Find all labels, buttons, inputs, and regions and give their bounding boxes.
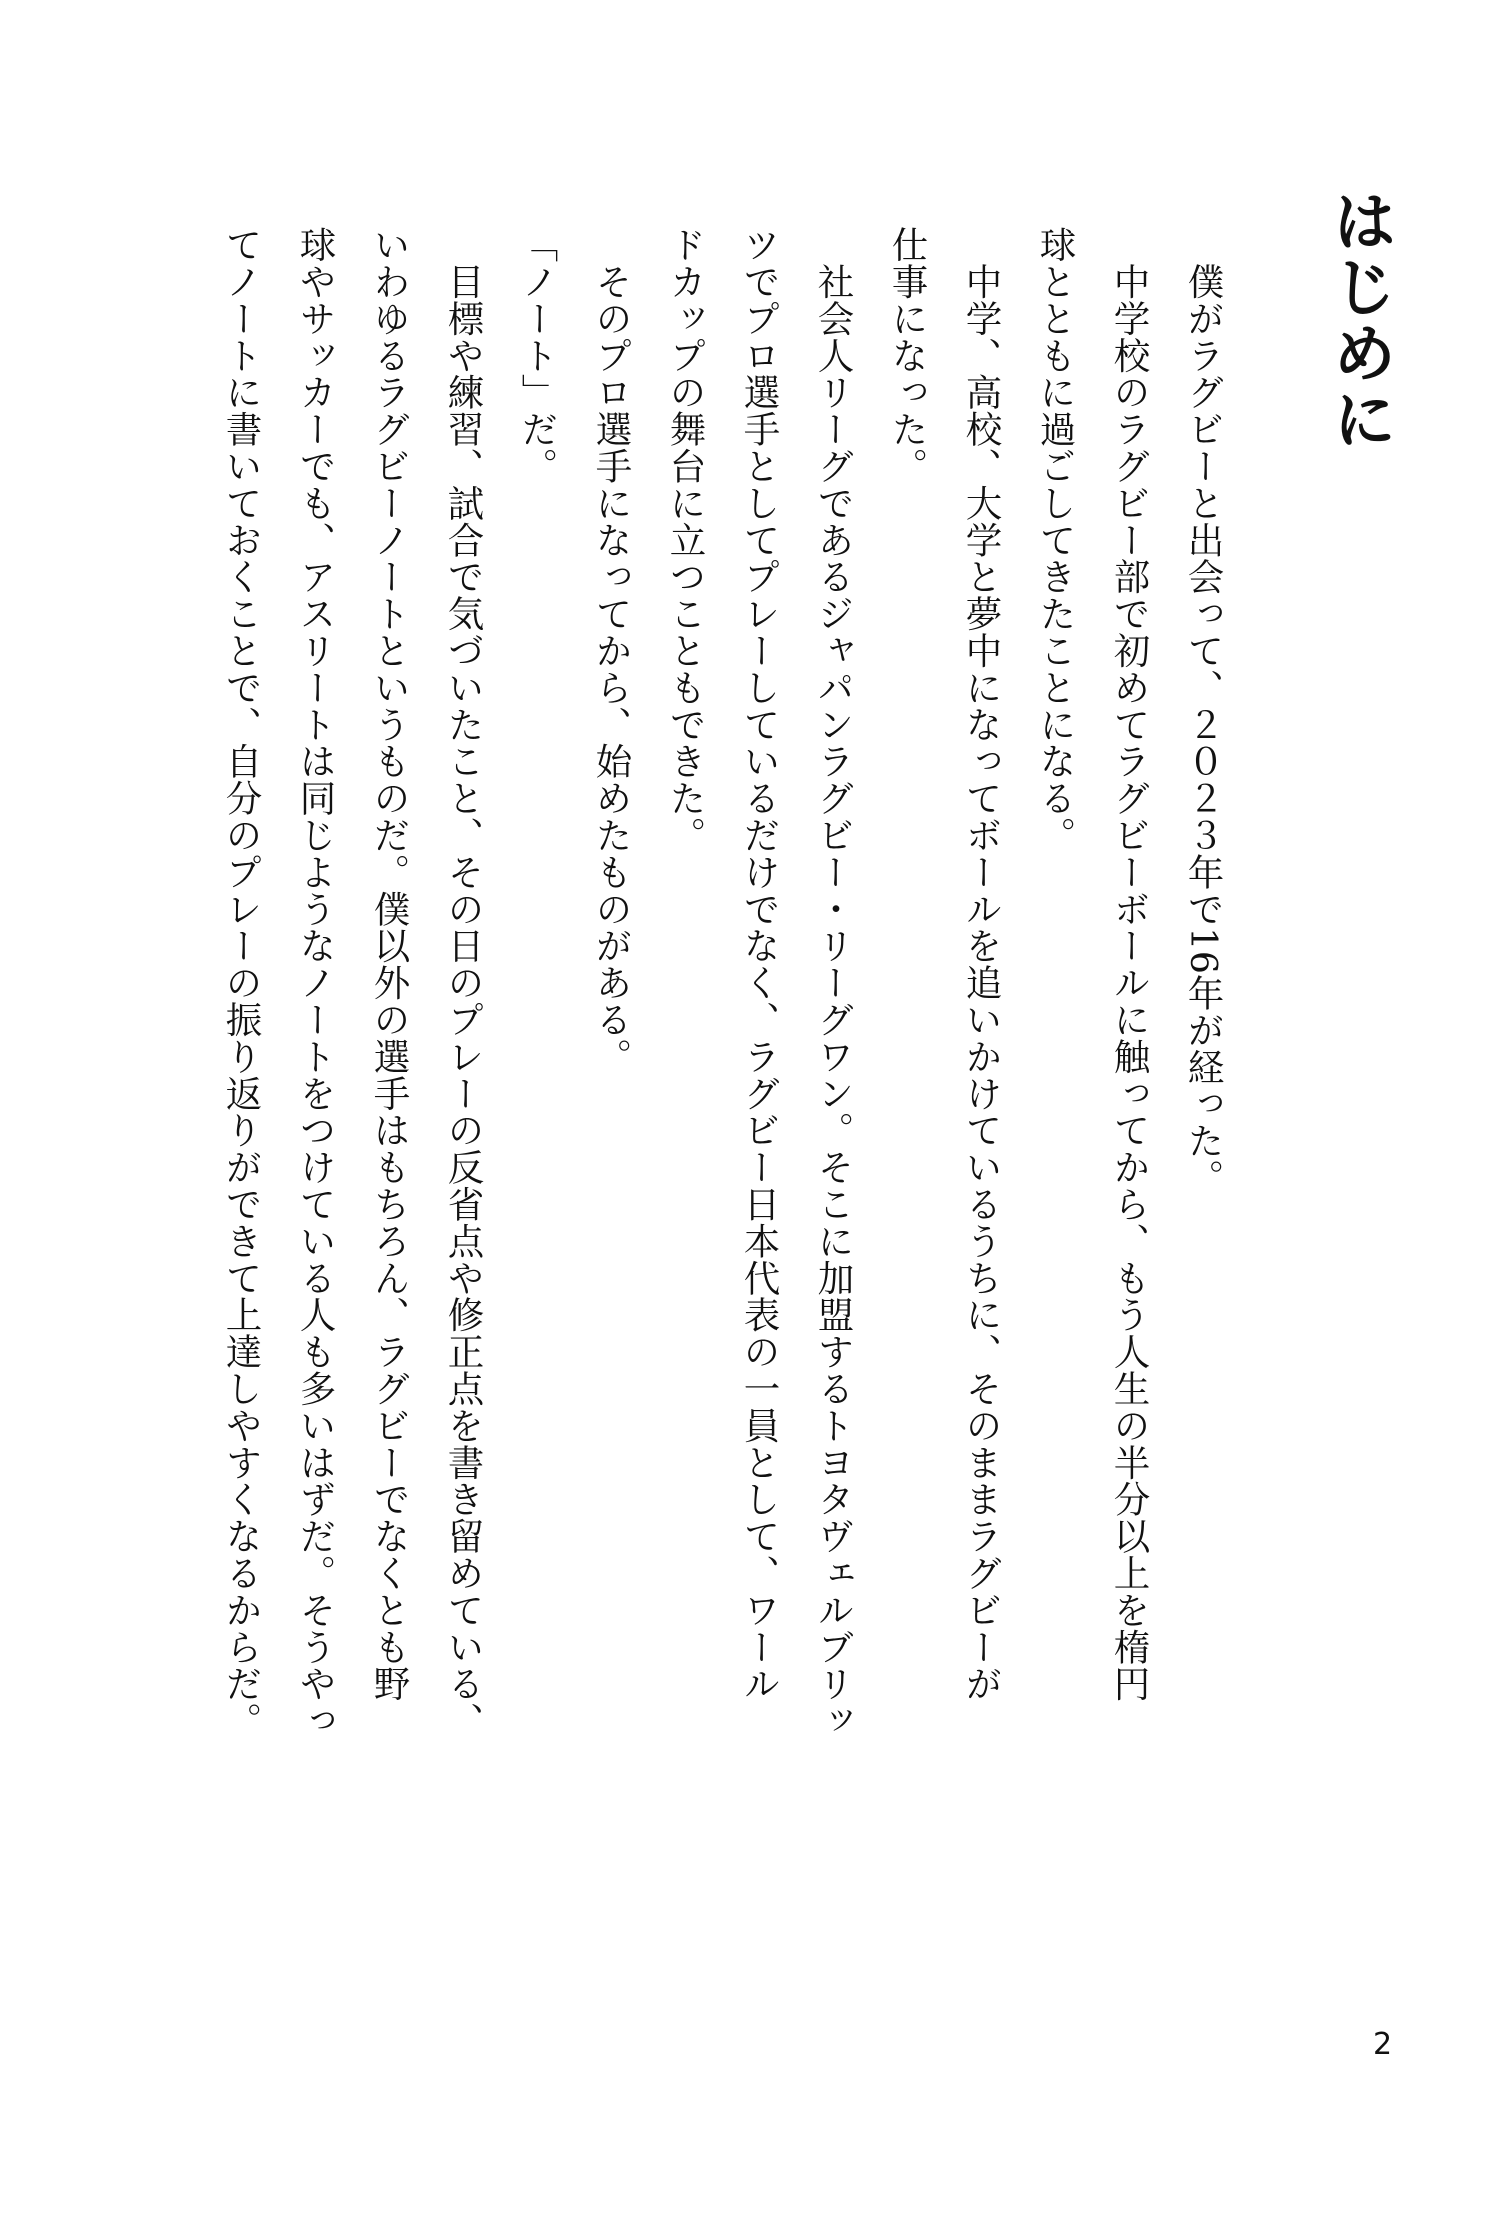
text-line: 社会人リーグであるジャパンラグビー・リーグワン。そこに加盟するトヨタヴェルブリッ (812, 226, 855, 1739)
text-line: 球やサッカーでも、アスリートは同じようなノートをつけている人も多いはずだ。そうやっ (294, 226, 337, 1739)
text-line: 「ノート」だ。 (516, 226, 559, 485)
paragraph (1166, 226, 1240, 1926)
text-line: ドカップの舞台に立つこともできた。 (664, 226, 707, 854)
text-line: 目標や練習、試合で気づいたこと、その日のプレーの反省点や修正点を書き留めている、 (442, 226, 485, 1739)
body-text (204, 226, 1240, 1926)
page-number: 2 (1373, 2027, 1393, 2062)
text-line: ツでプロ選手としてプレーしているだけでなく、ラグビー日本代表の一員として、ワール (738, 226, 781, 1702)
paragraph (204, 226, 500, 1926)
paragraph (574, 226, 648, 1926)
page-title: はじめに (1321, 188, 1396, 452)
text-line: 仕事になった。 (886, 226, 929, 485)
text-line: 僕がラグビーと出会って、２０２３年で16年が経った。 (1182, 226, 1225, 1196)
text-line: 中学、高校、大学と夢中になってボールを追いかけているうちに、そのままラグビーが (960, 226, 1003, 1702)
paragraph (648, 226, 870, 1926)
text-line: 球とともに過ごしてきたことになる。 (1034, 226, 1077, 854)
text-line: そのプロ選手になってから、始めたものがある。 (590, 226, 633, 1075)
paragraph (870, 226, 1018, 1926)
text-line: いわゆるラグビーノートというものだ。僕以外の選手はもちろん、ラグビーでなくとも野 (368, 226, 411, 1702)
text-line: 中学校のラグビー部で初めてラグビーボールに触ってから、もう人生の半分以上を楕円 (1108, 226, 1151, 1702)
paragraph (1018, 226, 1166, 1926)
paragraph (500, 226, 574, 1926)
text-line: てノートに書いておくことで、自分のプレーの振り返りができて上達しやすくなるからだ。 (220, 226, 263, 1739)
